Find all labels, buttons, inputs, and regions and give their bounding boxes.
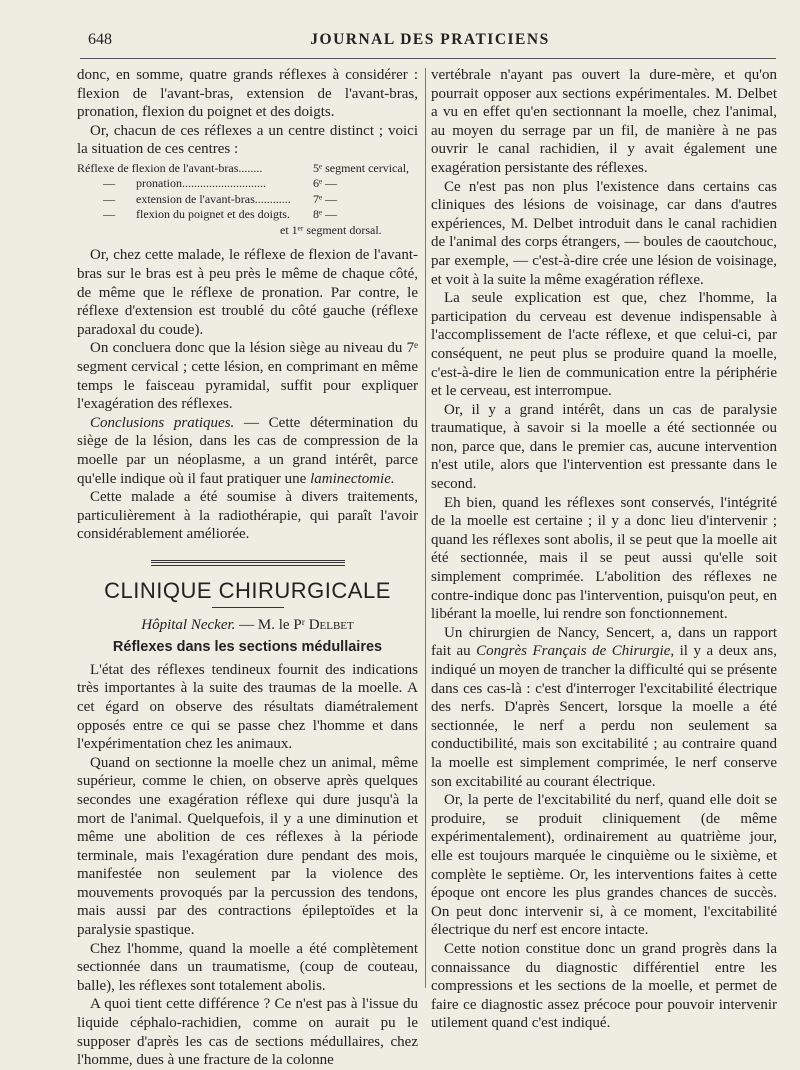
reflex-row: [77, 161, 418, 177]
paragraph: Eh bien, quand les réflexes sont conservés, l'intégrité de la moelle est certaine ; il y a donc lieu d'intervenir ; quand les réflexes sont abolis, il se peut que la moelle ait été sectionnée, mais il se peut aussi qu'elle soit simplement comprimée. L'abolition des réflexes ne contre-indique donc pas l'intervention, puisqu'on peut, en libérant la moelle, lui rendre son fonctionnement.: [431, 494, 777, 623]
sencert-paragraph: [431, 624, 777, 791]
conclusions-text: — Cette détermination du siège de la lésion, dans les cas de compression de la moelle par un néoplasme, a un grand intérêt, parce qu'elle indique où il faut pratiquer une: [77, 414, 418, 487]
conclusions-lead: Conclusions pratiques.: [90, 414, 235, 431]
sencert-text-a: Un chirurgien de Nancy, Sencert, a, dans un rapport fait au: [431, 624, 777, 660]
section-title: CLINIQUE CHIRURGICALE: [104, 577, 391, 603]
paragraph: Cette malade a été soumise à divers traitements, particulièrement à la radiothérapie, qui paraît l'avoir considérablement améliorée.: [77, 489, 418, 543]
article-title: Réflexes dans les sections médullaires: [112, 639, 383, 656]
paragraph: Or, chez cette malade, le réflexe de flexion de l'avant-bras sur le bras est à peu près le même de chaque côté, de même que le réflexe de pronation. Par contre, le réflexe d'extension est troublé du côté gauche (réflexe paradoxal du coude).: [77, 247, 418, 338]
paragraph: Chez l'homme, quand la moelle a été complètement sectionnée dans un traumatisme, (coup de couteau, balle), les réflexes sont totalement abolis.: [77, 940, 418, 994]
sencert-text-b: , il y a deux ans, indiqué un moyen de trancher la difficulté qui se présente dans ces cas-là : c'est d'interroger l'excitabilité électrique des nerfs. D'après Sencert, lorsque la moelle a été sectionnée, le nerf a perdu non seulement sa conductibilité, mais son excitabilité ; au contraire quand la moelle est simplement comprimée, le nerf conserve son excitabilité au courant électrique.: [431, 643, 777, 790]
paragraph: Cette notion constitue donc un grand progrès dans la connaissance du diagnostic différentiel entre les compressions et les sections de la moelle, et permet de faire ce diagnostic assez précoce pour pouvoir intervenir utilement quand c'est indiqué.: [431, 940, 777, 1032]
column-rule: [425, 68, 426, 988]
paragraph: Or, la perte de l'excitabilité du nerf, quand elle doit se produire, se produit cliniquement (de même expérimentalement), ordinairement au quatrième jour, elle est toujours marquée le cinquième ou le sixième, et complète le septième. Or, les interventions faites à cette époque ont encore les plus grandes chances de succès. On peut donc intervenir si, à ce moment, l'excitabilité électrique du nerf est encore intacte.: [431, 792, 777, 939]
reflex-segment: et 1ᵉʳ segment dorsal.: [280, 222, 382, 237]
section-divider-thin: [151, 565, 345, 566]
reflex-row: [77, 207, 418, 223]
reflex-row: [77, 223, 418, 239]
hospital-name: Hôpital Necker.: [141, 616, 236, 633]
right-column: [431, 66, 777, 1033]
paragraph: donc, en somme, quatre grands réflexes à considérer : flexion de l'avant-bras, extension de l'avant-bras, pronation, flexion du poignet et des doigts.: [77, 67, 418, 121]
reflex-segment: 5ᵉ segment cervical,: [313, 160, 410, 175]
reflex-row: [77, 176, 418, 192]
reflex-segment: 6ᵉ —: [313, 176, 338, 191]
paragraph: Ce n'est pas non plus l'existence dans certains cas cliniques des lésions de voisinage, car dans d'autres expériences, M. Delbet introduit dans le canal rachidien de l'animal des corps étrangers, — boules de caoutchouc, par exemple, — c'est-à-dire crée une lésion de voisinage, et voit à la suite la même exagération réflexe.: [431, 178, 777, 288]
reflex-segment: 7ᵉ —: [313, 191, 338, 206]
journal-title: JOURNAL DES PRATICIENS: [310, 31, 550, 48]
hospital-sep: — M. le Pʳ: [235, 616, 309, 633]
reflex-name: extension de l'avant-bras............: [136, 191, 291, 206]
paragraph: La seule explication est que, chez l'homme, la participation du cerveau est devenue indispensable à l'accomplissement de l'acte réflexe, et que celui-ci, par conséquent, ne peut plus se produire quand la moelle, c'est-à-dire le lien de communication entre la périphérie et le cerveau, est interrompue.: [431, 290, 777, 400]
paragraph: L'état des réflexes tendineux fournit des indications très importantes à la suite des traumas de la moelle. A cet égard on observe des résultats diamétralement opposés entre ce qui se passe chez l'homme et dans l'expérimentation chez les animaux.: [77, 661, 418, 753]
reflex-centers-table: [77, 161, 418, 239]
congress-name: Congrès Français de Chirurgie: [476, 643, 671, 660]
page-number: 648: [88, 31, 112, 48]
section-divider: [151, 560, 345, 563]
reflex-dash: —: [103, 176, 115, 191]
header-rule: [80, 58, 776, 59]
paragraph: A quoi tient cette différence ? Ce n'est pas à l'issue du liquide céphalo-rachidien, comme on aurait pu le supposer d'après les cas de sections médullaires, chez l'homme, dues à une fracture de la colonne: [77, 996, 418, 1069]
conclusions-tail: laminectomie.: [310, 470, 395, 487]
reflex-name: Réflexe de flexion de l'avant-bras........: [77, 160, 263, 175]
paragraph: Quand on sectionne la moelle chez un animal, même supérieur, comme le chien, on observe après quelques secondes une exagération réflexe qui dure jusqu'à la mort de l'animal. Quelquefois, il y a une diminution et même une abolition de ces réflexes à la période terminale, mais l'exagération dure pendant des mois, manifestée non seulement par la violence des mouvements provoqués par la percussion des tendons, mais aussi par des contractions épileptoïdes et la paralysie spastique.: [77, 754, 418, 939]
reflex-name: pronation............................: [136, 176, 266, 191]
conclusions-paragraph: [77, 414, 418, 488]
reflex-segment: 8ᵉ —: [313, 207, 338, 222]
left-column: [77, 66, 418, 1070]
hospital-line: [77, 616, 418, 635]
paragraph: vertébrale n'ayant pas ouvert la dure-mère, et qu'on pourrait opposer aux sections expérimentales. M. Delbet a vu en effet qu'en sectionnant la moelle, chez l'animal, au moyen du serrage par un fil, de manière à ne pas ouvrir le canal rachidien, il y avait également une exagération persistante des réflexes.: [431, 67, 777, 176]
reflex-dash: —: [103, 207, 115, 222]
paragraph: On concluera donc que la lésion siège au niveau du 7ᵉ segment cervical ; cette lésion, en comprimant en même temps le faisceau pyramidal, suffit pour expliquer l'exagération des réflexes.: [77, 340, 418, 413]
paragraph: Or, chacun de ces réflexes a un centre distinct ; voici la situation de ces centres :: [77, 122, 418, 158]
page-header: [88, 31, 772, 55]
reflex-dash: —: [103, 191, 115, 206]
reflex-name: flexion du poignet et des doigts.: [136, 207, 290, 222]
reflex-row: [77, 192, 418, 208]
paragraph: Or, il y a grand intérêt, dans un cas de paralysie traumatique, à savoir si la moelle a été sectionnée ou non, parce que, dans le premier cas, aucune intervention n'est utile, alors que l'intervention est pressante dans le second.: [431, 401, 777, 493]
professor-name: Delbet: [308, 616, 354, 633]
short-rule: [212, 607, 284, 608]
